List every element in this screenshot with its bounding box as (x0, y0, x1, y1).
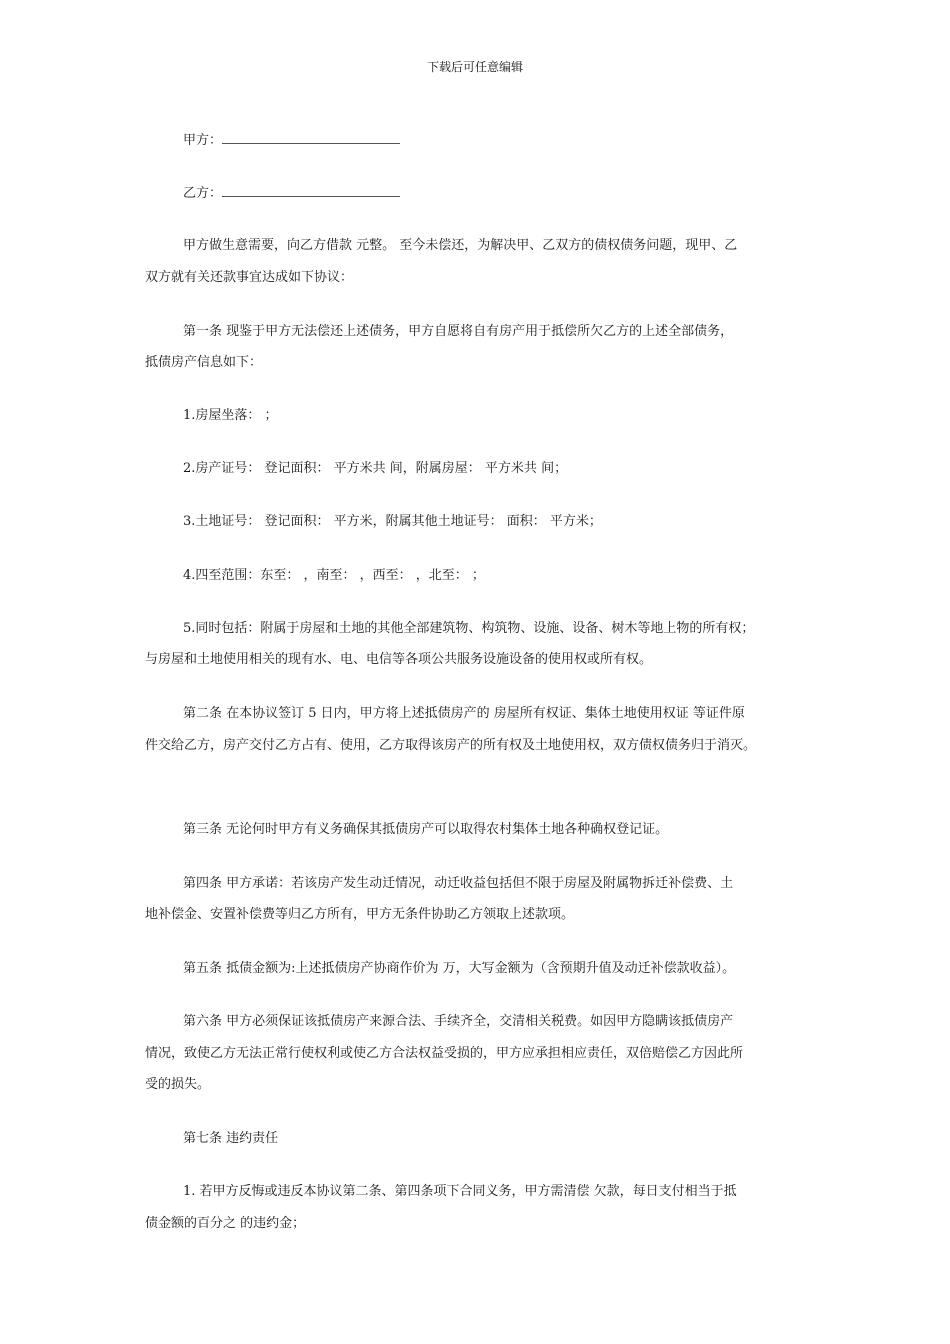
article-2-line-1: 第二条 在本协议签订 5 日内，甲方将上述抵债房产的 房屋所有权证、集体土地使用权证 等证件原 (183, 706, 745, 721)
party-a-blank (222, 131, 400, 144)
article-3: 第三条 无论何时甲方有义务确保其抵债房产可以取得农村集体土地各种确权登记证。 (183, 822, 669, 837)
property-item-1: 1.房屋坐落： ； (183, 408, 278, 423)
party-b-blank (222, 184, 400, 197)
property-item-2: 2.房产证号： 登记面积： 平方米共 间，附属房屋： 平方米共 间； (183, 461, 568, 476)
property-item-5-line-1: 5.同时包括：附属于房屋和土地的其他全部建筑物、构筑物、设施、设备、树木等地上物的所有权； (183, 621, 755, 636)
page-header: 下载后可任意编辑 (426, 60, 523, 74)
article-1-line-1: 第一条 现鉴于甲方无法偿还上述债务，甲方自愿将自有房产用于抵偿所欠乙方的上述全部债务， (183, 324, 734, 339)
article-5: 第五条 抵债金额为:上述抵债房产协商作价为 万，大写金额为（含预期升值及动迁补偿款收益）。 (183, 961, 736, 976)
article-6-line-3: 受的损失。 (145, 1077, 211, 1092)
article-7-heading: 第七条 违约责任 (183, 1131, 279, 1146)
party-b-line (183, 184, 815, 203)
article-2-line-2: 件交给乙方，房产交付乙方占有、使用，乙方取得该房产的所有权及土地使用权，双方债权债务归于消灭。 (145, 738, 757, 753)
intro-paragraph-line-2: 双方就有关还款事宜达成如下协议： (145, 270, 354, 285)
article-1-line-2: 抵债房产信息如下： (145, 355, 263, 370)
party-b-label: 乙方： (183, 186, 223, 201)
party-a-line (183, 131, 815, 150)
property-item-5-line-2: 与房屋和土地使用相关的现有水、电、电信等各项公共服务设施设备的使用权或所有权。 (145, 652, 653, 667)
intro-paragraph-line-1: 甲方做生意需要，向乙方借款 元整。 至今未偿还，为解决甲、乙双方的债权债务问题，现甲、乙 (183, 238, 738, 253)
article-7-item-1-line-1: 1. 若甲方反悔或违反本协议第二条、第四条项下合同义务，甲方需清偿 欠款，每日支付相当于抵 (183, 1184, 737, 1199)
property-item-4: 4.四至范围：东至： ，南至： ，西至： ，北至： ； (183, 568, 485, 583)
article-4-line-2: 地补偿金、安置补偿费等归乙方所有，甲方无条件协助乙方领取上述款项。 (145, 907, 575, 922)
article-7-item-1-line-2: 债金额的百分之 的违约金； (145, 1216, 306, 1231)
article-6-line-1: 第六条 甲方必须保证该抵债房产来源合法、手续齐全，交清相关税费。如因甲方隐瞒该抵债房产 (183, 1014, 734, 1029)
property-item-3: 3.土地证号： 登记面积： 平方米，附属其他土地证号： 面积： 平方米； (183, 514, 602, 529)
party-a-label: 甲方： (183, 133, 223, 148)
article-4-line-1: 第四条 甲方承诺：若该房产发生动迁情况，动迁收益包括但不限于房屋及附属物拆迁补偿费、土 (183, 876, 734, 891)
article-6-line-2: 情况，致使乙方无法正常行使权利或使乙方合法权益受损的，甲方应承担相应责任，双倍赔偿乙方因此所 (145, 1046, 744, 1061)
